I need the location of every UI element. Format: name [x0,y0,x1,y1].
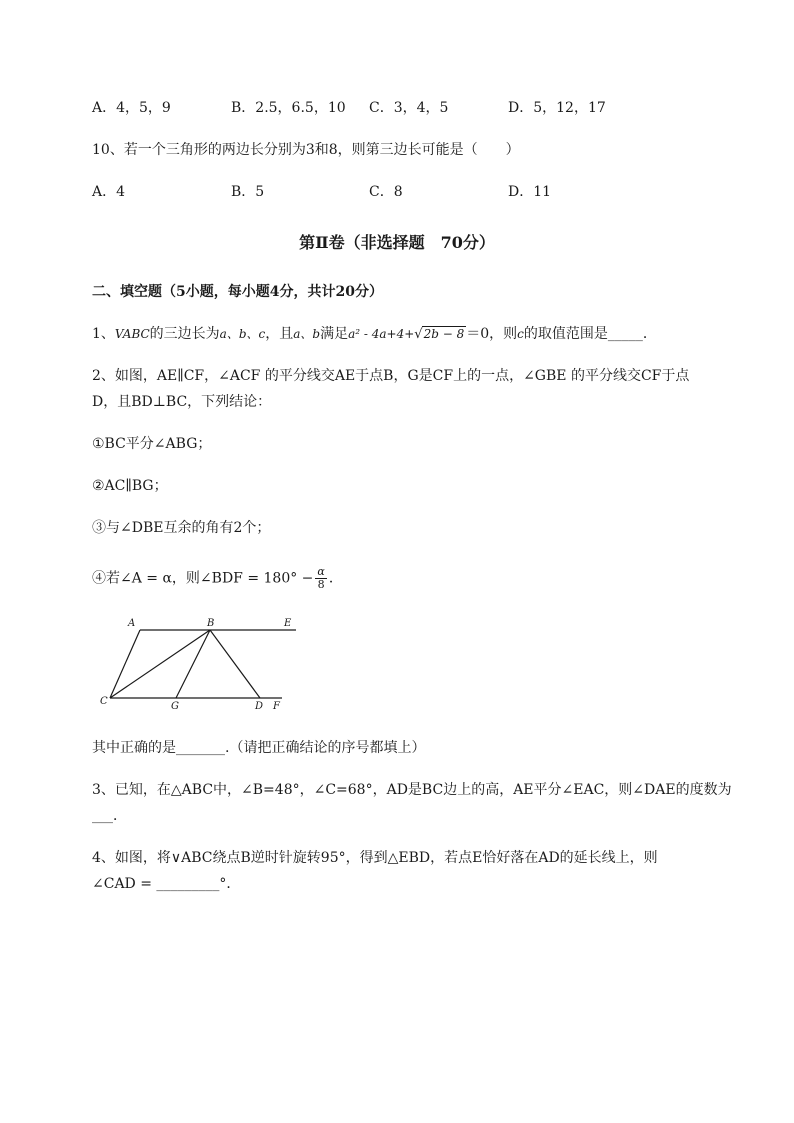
fill2-c4-post: ． [328,570,343,587]
fill1-sqrt: 2b − 8 [423,327,465,341]
label-g: G [171,701,179,712]
geometry-figure [92,612,312,712]
fill1-equation: a² - 4a+4+ [348,327,415,341]
fill1-text1: 的三边长为 [149,326,220,342]
label-f: F [273,701,280,712]
fill2-conclusion-4 [92,566,343,591]
fill1-text3: 满足 [320,326,349,342]
label-a: A [128,618,136,629]
fill2-line1: 2、如图，AE∥CF，∠ACF 的平分线交AE于点B，G是CF上的一点，∠GBE 的平分线交CF于点 [92,368,690,384]
fill4-line2: ∠CAD = _________°． [92,876,241,892]
fill2-conclusion-3: ③与∠DBE互余的角有2个； [92,520,271,536]
label-c: C [100,696,108,707]
fill1-var-c: c [517,327,524,341]
label-b: B [207,618,215,629]
fill2-answer: 其中正确的是_______.（请把正确结论的序号都填上） [92,740,426,756]
fill2-conclusion-2: ②AC∥BG； [92,478,168,494]
fill2-conclusion-1: ①BC平分∠ABG； [92,436,212,452]
q9-option-d: D．5，12，17 [508,100,606,116]
fill-question-1: 1、VABC的三边长为a、b、c，且a、b满足a² - 4a+4+√2b − 8 ＝0，则c的取值范围是_____． [92,326,657,342]
fill3-line2: ___． [92,808,127,824]
fill1-vars2: a、b [293,327,321,341]
q10-option-c: C．8 [369,184,403,200]
fill2-c4-numerator: α [317,565,325,578]
q10-option-a: A．4 [92,184,126,200]
fill2-c4-fraction [315,566,326,591]
fill3-line1: 3、已知，在△ABC中，∠B=48°，∠C=68°，AD是BC边上的高，AE平分∠EAC，则∠DAE的度数为 [92,782,732,798]
q9-option-a: A．4，5，9 [92,100,171,116]
q9-option-c: C．3，4，5 [369,100,449,116]
fill1-text2: ，且 [265,326,294,342]
label-d: D [255,701,264,712]
q10-stem: 10、若一个三角形的两边长分别为3和8，则第三边长可能是（ ） [92,142,520,158]
fill2-c4-pre: ④若∠A = α，则∠BDF = 180° − [92,570,314,587]
fill1-text5: 的取值范围是_____． [523,326,657,342]
fill1-triangle: VABC [114,327,150,341]
q10-option-d: D．11 [508,184,552,200]
q10-option-b: B．5 [231,184,265,200]
label-e: E [284,618,292,629]
fill2-line2: D，且BD⊥BC，下列结论： [92,394,272,410]
section-title: 第Ⅱ卷（非选择题 70分） [299,233,495,252]
fill2-c4-denominator: 8 [317,578,325,591]
segment-bd [210,630,260,698]
segment-gb [176,630,210,698]
fill4-line1: 4、如图，将∨ABC绕点B逆时针旋转95°，得到△EBD，若点E恰好落在AD的延长线上，则 [92,850,658,866]
q9-option-b: B．2.5，6.5，10 [231,100,346,116]
fill1-vars1: a、b、c [219,327,266,341]
fill1-text4: ＝0，则 [466,326,518,342]
fill1-prefix: 1、 [92,326,115,342]
section-heading: 二、填空题（5小题，每小题4分，共计20分） [92,284,383,300]
